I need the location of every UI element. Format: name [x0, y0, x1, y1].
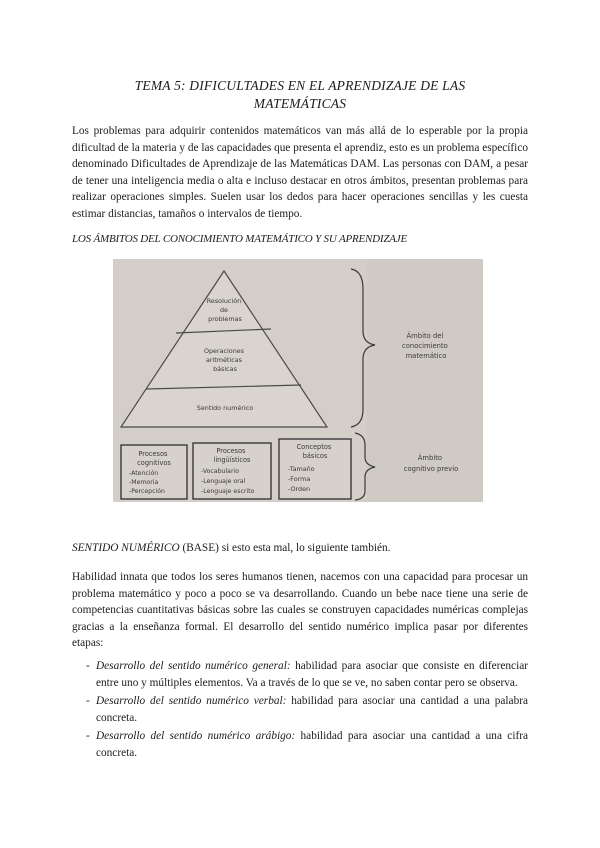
pyramid-top-label: Resolución de problemas [206, 297, 242, 323]
label-ambito-matematico: Ámbito del conocimiento matemático [402, 332, 448, 360]
box-2-items: -Vocabulario -Lenguaje oral -Lenguaje escrito [201, 468, 255, 495]
box-3-items: -Tamaño -Forma -Orden [288, 465, 315, 493]
intro-paragraph: Los problemas para adquirir contenidos matemáticos van más allá de lo esperable por la propia dificultad de la materia y de las capacidades que presenta el aprendiz, esto es un problema específico denominado Dificultades de Aprendizaje de las Matemáticas DAM. Las personas con DAM, a pesar de tener una inteligencia media o alta e incluso destacar en otros ámbitos, presentan problemas para realizar operaciones simples. Suelen usar los dedos para hacer operaciones sencillas y les cuesta estimar distancias, tamaños o intervalos de tiempo. [72, 125, 528, 220]
stage-text: habilidad para asociar una cantidad a una cifra concreta. [96, 730, 528, 759]
list-item: - Desarrollo del sentido numérico verbal: habilidad para asociar una cantidad a una palabra concreta. [86, 695, 528, 724]
pyramid-bottom-label: Sentido numérico [196, 404, 254, 412]
pyramid-middle-label: Operaciones aritméticas básicas [203, 347, 245, 373]
document-title [70, 77, 530, 113]
label-ambito-cognitivo: Ámbito cognitivo previo [403, 454, 459, 473]
pyramid-diagram [113, 259, 483, 502]
box-2-title: Procesos lingüísticos [213, 447, 251, 464]
sentido-numerico-line [72, 542, 390, 554]
title-line-1: TEMA 5: DIFICULTADES EN EL APRENDIZAJE DE LAS [134, 78, 466, 93]
stage-term: Desarrollo del sentido numérico general: [96, 660, 291, 672]
stage-text: habilidad para asociar una cantidad a una palabra concreta. [96, 695, 528, 724]
box-3-title: Conceptos básicos [296, 443, 332, 460]
habilidad-paragraph: Habilidad innata que todos los seres humanos tienen, nacemos con una capacidad para procesar un problema matemático y poco a poco se va desarrollando. Cuando un bebe nace tiene una serie de competencias cuantitativas básicas sobre las cuales se construyen capacidades numéricas complejas gracias a la enseñanza formal. El desarrollo del sentido numérico implica pasar por diferentes etapas: [72, 571, 528, 650]
sentido-numerico-note: (BASE) si esto esta mal, lo siguiente también. [179, 542, 391, 554]
box-1-title: Procesos cognitivos [137, 450, 171, 467]
title-line-2: MATEMÁTICAS [253, 96, 347, 111]
stage-term: Desarrollo del sentido numérico arábigo: [96, 730, 296, 743]
section-heading: LOS ÁMBITOS DEL CONOCIMIENTO MATEMÁTICO Y SU APRENDIZAJE [72, 233, 408, 245]
list-item: - Desarrollo del sentido numérico general: habilidad para asociar que consiste en diferenciar entre uno y múltiples elementos. Va a través de lo que se ve, no saben contar pero se observa. [86, 660, 528, 689]
stage-text: habilidad para asociar que consiste en diferenciar entre uno y múltiples elementos. Va a través de lo que se ve, no saben contar pero se observa. [96, 660, 528, 689]
stages-list [72, 658, 528, 764]
box-1-items: -Atención -Memoria -Percepción [129, 470, 165, 495]
sentido-numerico-term: SENTIDO NUMÉRICO [72, 542, 180, 554]
list-item: - Desarrollo del sentido numérico arábigo: habilidad para asociar una cantidad a una cifra concreta. [86, 730, 528, 759]
stage-term: Desarrollo del sentido numérico verbal: [96, 695, 287, 708]
